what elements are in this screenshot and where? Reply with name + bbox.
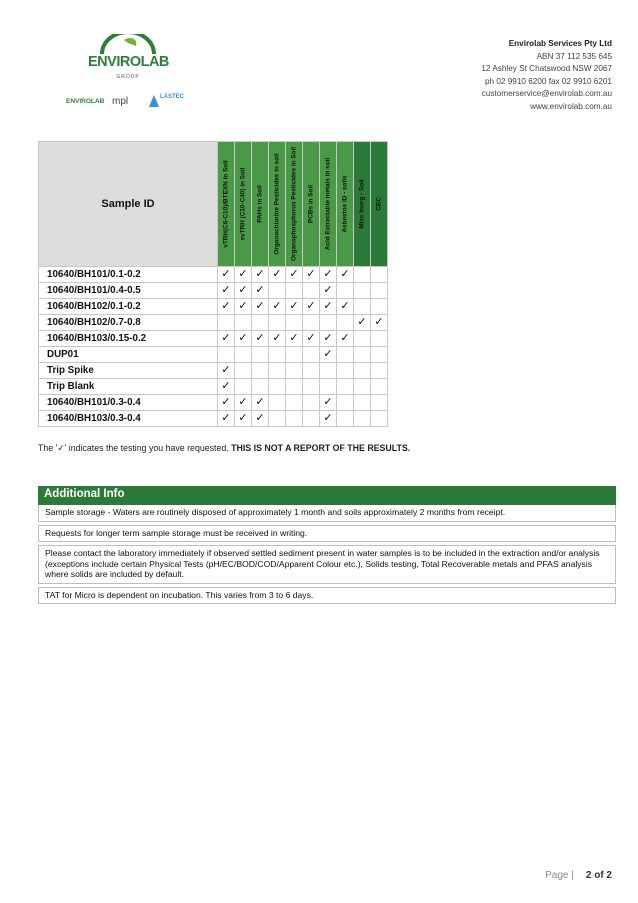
empty-cell	[354, 283, 371, 299]
test-column-label: PCBs in Soil	[307, 185, 315, 223]
check-mark-icon: ✓	[337, 331, 354, 347]
page-footer	[545, 870, 612, 881]
empty-cell	[371, 395, 388, 411]
empty-cell	[371, 347, 388, 363]
check-mark-icon: ✓	[218, 395, 235, 411]
sample-id-cell: 10640/BH101/0.4-0.5	[39, 283, 218, 299]
empty-cell	[354, 347, 371, 363]
empty-cell	[252, 363, 269, 379]
check-mark-icon: ✓	[252, 331, 269, 347]
company-email[interactable]: customerservice@envirolab.com.au	[481, 89, 612, 99]
empty-cell	[235, 379, 252, 395]
empty-cell	[337, 363, 354, 379]
empty-cell	[269, 315, 286, 331]
check-mark-icon: ✓	[218, 379, 235, 395]
test-column-label: CEC	[375, 197, 383, 211]
empty-cell	[371, 299, 388, 315]
test-column-header	[286, 142, 303, 267]
empty-cell	[354, 379, 371, 395]
check-mark-icon: ✓	[235, 331, 252, 347]
empty-cell	[337, 395, 354, 411]
empty-cell	[320, 379, 337, 395]
sample-id-cell: 10640/BH102/0.1-0.2	[39, 299, 218, 315]
empty-cell	[354, 395, 371, 411]
empty-cell	[303, 363, 320, 379]
test-column-label: Acid Extractable metals in soil	[324, 157, 332, 251]
empty-cell	[235, 347, 252, 363]
test-column-header	[269, 142, 286, 267]
empty-cell	[303, 315, 320, 331]
sample-row	[39, 315, 388, 331]
tick-note	[38, 443, 410, 454]
empty-cell	[286, 283, 303, 299]
check-mark-icon: ✓	[303, 331, 320, 347]
sub-logo-lastec: LASTEC	[160, 94, 184, 100]
empty-cell	[337, 283, 354, 299]
sample-row	[39, 331, 388, 347]
envirolab-main-logo	[88, 34, 168, 86]
test-column-header	[218, 142, 235, 267]
empty-cell	[252, 347, 269, 363]
empty-cell	[320, 315, 337, 331]
empty-cell	[303, 411, 320, 427]
empty-cell	[371, 411, 388, 427]
empty-cell	[371, 267, 388, 283]
envirolab-logo	[62, 34, 192, 114]
empty-cell	[286, 395, 303, 411]
test-column-label: Asbestos ID - soils	[341, 175, 349, 233]
company-website[interactable]: www.envirolab.com.au	[530, 101, 612, 111]
company-name: Envirolab Services Pty Ltd	[508, 39, 612, 48]
empty-cell	[269, 347, 286, 363]
empty-cell	[320, 363, 337, 379]
check-mark-icon: ✓	[218, 411, 235, 427]
empty-cell	[286, 379, 303, 395]
check-mark-icon: ✓	[218, 363, 235, 379]
info-row: TAT for Micro is dependent on incubation. This varies from 3 to 6 days.	[38, 587, 616, 605]
test-column-label: vTRH(C6-C10)/BTEXN in Soil	[222, 160, 230, 248]
empty-cell	[303, 347, 320, 363]
sub-logo-mpl: mpl	[112, 96, 129, 107]
check-mark-icon: ✓	[252, 299, 269, 315]
sample-row	[39, 347, 388, 363]
sample-row	[39, 363, 388, 379]
empty-cell	[303, 283, 320, 299]
empty-cell	[269, 411, 286, 427]
sample-row	[39, 267, 388, 283]
check-mark-icon: ✓	[354, 315, 371, 331]
check-mark-icon: ✓	[286, 299, 303, 315]
sample-id-cell: 10640/BH103/0.3-0.4	[39, 411, 218, 427]
check-mark-icon: ✓	[252, 411, 269, 427]
empty-cell	[252, 315, 269, 331]
sample-row	[39, 283, 388, 299]
check-mark-icon: ✓	[269, 267, 286, 283]
test-column-label: PAHs in Soil	[256, 185, 264, 223]
sample-row	[39, 299, 388, 315]
empty-cell	[286, 363, 303, 379]
logo-group-label: GROUP	[116, 74, 140, 80]
additional-info-title: Additional Info	[38, 486, 616, 505]
empty-cell	[371, 379, 388, 395]
sample-id-cell: DUP01	[39, 347, 218, 363]
empty-cell	[371, 363, 388, 379]
empty-cell	[235, 315, 252, 331]
empty-cell	[337, 379, 354, 395]
sample-id-cell: 10640/BH103/0.15-0.2	[39, 331, 218, 347]
test-column-header	[337, 142, 354, 267]
check-mark-icon: ✓	[218, 299, 235, 315]
test-column-header	[303, 142, 320, 267]
sample-id-cell: 10640/BH101/0.3-0.4	[39, 395, 218, 411]
sample-row	[39, 395, 388, 411]
test-column-label: Organochlorine Pesticides in soil	[273, 153, 281, 255]
company-details	[481, 38, 612, 114]
check-mark-icon: ✓	[218, 267, 235, 283]
check-mark-icon: ✓	[269, 299, 286, 315]
empty-cell	[303, 395, 320, 411]
lastec-triangle-icon	[148, 94, 160, 113]
company-address: 12 Ashley St Chatswood NSW 2067	[481, 64, 612, 74]
sample-id-cell: Trip Blank	[39, 379, 218, 395]
check-mark-icon: ✓	[320, 395, 337, 411]
check-mark-icon: ✓	[303, 267, 320, 283]
check-mark-icon: ✓	[320, 411, 337, 427]
requested-tests-table	[38, 141, 388, 427]
check-mark-icon: ✓	[320, 331, 337, 347]
check-mark-icon: ✓	[218, 283, 235, 299]
check-mark-icon: ✓	[320, 299, 337, 315]
check-mark-icon: ✓	[235, 395, 252, 411]
empty-cell	[269, 363, 286, 379]
check-mark-icon: ✓	[269, 331, 286, 347]
check-mark-icon: ✓	[235, 283, 252, 299]
info-row: Please contact the laboratory immediately if observed settled sediment present in water samples is to be included in the extraction and/or analysis (exceptions include certain Physical Tests (pH/EC/BOD/COD/Apparent Colour etc.), Solids testing, Total Recoverable metals and PFAS analysis where solids are included by default.	[38, 545, 616, 584]
empty-cell	[371, 283, 388, 299]
check-mark-icon: ✓	[337, 267, 354, 283]
empty-cell	[235, 363, 252, 379]
empty-cell	[337, 411, 354, 427]
test-column-header	[252, 142, 269, 267]
check-mark-icon: ✓	[371, 315, 388, 331]
test-column-label: Misc Inorg - Soil	[358, 179, 366, 229]
check-mark-icon: ✓	[235, 267, 252, 283]
check-mark-icon: ✓	[286, 267, 303, 283]
empty-cell	[354, 299, 371, 315]
test-column-label: svTRH (C10-C40) in Soil	[239, 167, 247, 241]
sample-id-header: Sample ID	[39, 142, 218, 267]
empty-cell	[371, 331, 388, 347]
check-mark-icon: ✓	[252, 267, 269, 283]
test-column-header	[235, 142, 252, 267]
company-abn: ABN 37 112 535 645	[536, 51, 612, 61]
logo-wordmark: ENVIROLAB	[88, 54, 169, 70]
sub-logo-envirolab: ENVIROLAB	[66, 98, 105, 105]
check-mark-icon: ✓	[235, 411, 252, 427]
check-mark-icon: ✓	[303, 299, 320, 315]
empty-cell	[269, 379, 286, 395]
empty-cell	[286, 347, 303, 363]
test-column-header	[354, 142, 371, 267]
check-mark-icon: ✓	[320, 347, 337, 363]
check-mark-icon: ✓	[218, 331, 235, 347]
empty-cell	[286, 315, 303, 331]
empty-cell	[252, 379, 269, 395]
empty-cell	[269, 283, 286, 299]
empty-cell	[354, 363, 371, 379]
tick-note-emphasis: THIS IS NOT A REPORT OF THE RESULTS.	[231, 443, 411, 453]
check-mark-icon: ✓	[252, 283, 269, 299]
tick-note-text: The '✓' indicates the testing you have requested.	[38, 443, 232, 453]
empty-cell	[269, 395, 286, 411]
check-mark-icon: ✓	[320, 283, 337, 299]
sample-id-cell: 10640/BH101/0.1-0.2	[39, 267, 218, 283]
check-mark-icon: ✓	[252, 395, 269, 411]
empty-cell	[354, 331, 371, 347]
empty-cell	[286, 411, 303, 427]
sub-brand-logos	[66, 94, 192, 112]
sample-id-cell: Trip Spike	[39, 363, 218, 379]
sample-id-cell: 10640/BH102/0.7-0.8	[39, 315, 218, 331]
check-mark-icon: ✓	[235, 299, 252, 315]
empty-cell	[354, 411, 371, 427]
check-mark-icon: ✓	[337, 299, 354, 315]
sample-row	[39, 411, 388, 427]
empty-cell	[337, 347, 354, 363]
company-phone: ph 02 9910 6200 fax 02 9910 6201	[484, 76, 612, 86]
page-number: 2 of 2	[585, 870, 612, 881]
empty-cell	[337, 315, 354, 331]
additional-info-section	[38, 486, 616, 604]
sample-row	[39, 379, 388, 395]
test-column-label: Organophosphorus Pesticides in Soil	[290, 147, 298, 261]
page-label: Page |	[545, 870, 574, 881]
info-row: Sample storage - Waters are routinely disposed of approximately 1 month and soils approximately 2 months from receipt.	[38, 505, 616, 522]
test-column-header	[371, 142, 388, 267]
info-row: Requests for longer term sample storage must be received in writing.	[38, 525, 616, 543]
empty-cell	[218, 315, 235, 331]
empty-cell	[303, 379, 320, 395]
check-mark-icon: ✓	[320, 267, 337, 283]
empty-cell	[218, 347, 235, 363]
test-column-header	[320, 142, 337, 267]
check-mark-icon: ✓	[286, 331, 303, 347]
empty-cell	[354, 267, 371, 283]
